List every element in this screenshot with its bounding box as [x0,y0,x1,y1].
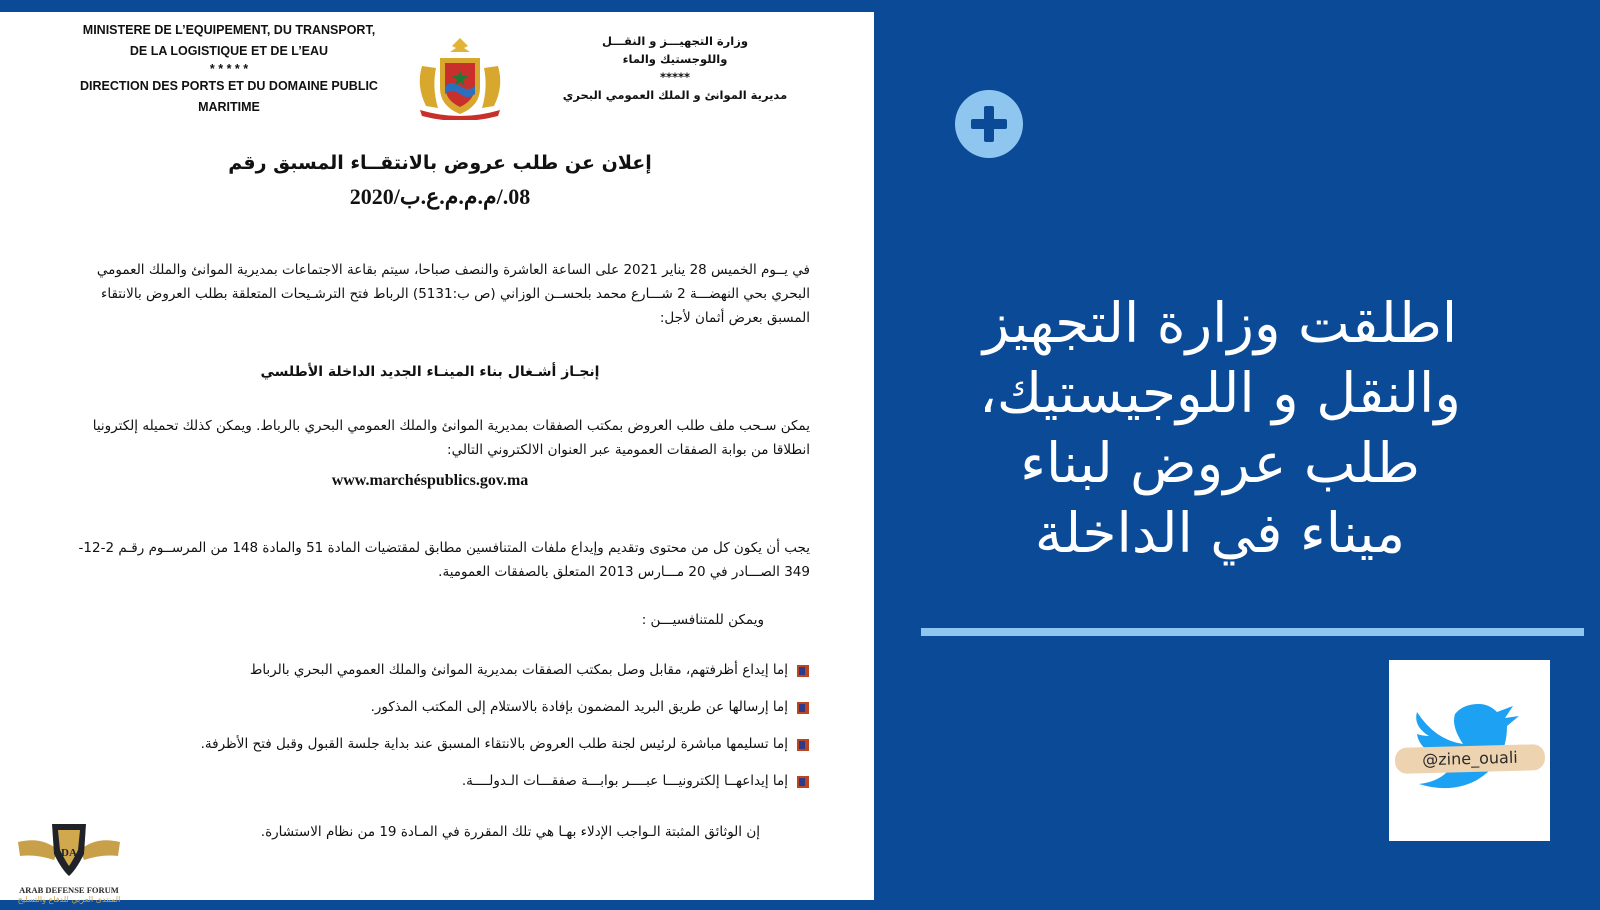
competitors-intro: ويمكن للمتنافسيـــن : [641,612,764,628]
notice-paragraph-opening: في يــوم الخميس 28 يناير 2021 على الساعة العاشرة والنصف صباحا، سيتم بقاعة الاجتماعات بمديرية الموانئ والملك العمومي البحري بحي النهضـــة 2 شـــارع محمد بلحســن الوزاني (ص ب:5131) الرباط فتح الترشـيحات المتعلقة بطلب العروض بالانتقاء المسبق بعرض أثمان لأجل: [96,262,810,326]
list-item-text: إما تسليمها مباشرة لرئيس لجنة طلب العروض بالانتقاء المسبق عند بداية جلسة القبول وقبل فتح الأظرفة. [200,736,788,752]
header-ar-line: ***** [659,70,691,84]
winged-shield-logo-icon [14,820,124,882]
header-arabic [540,32,810,104]
header-fr-line: DIRECTION DES PORTS ET DU DOMAINE PUBLIC [80,79,378,93]
submission-options-list [150,652,810,800]
list-item [150,689,810,726]
list-item-text: إما إيداعهــا إلكترونيـــا عبــــر بوابـــة صفقـــات الـدولــــة. [461,773,788,789]
arrow-bullet-icon [796,738,810,752]
header-french [64,20,394,118]
notice-footer-text: إن الوثائق المثبتة الـواجب الإدلاء بهـا هي تلك المقررة في المـادة 19 من نظام الاستشارة. [260,824,760,840]
header-ar-line: مديرية الموانئ و الملك العمومي البحري [562,88,788,102]
headline-divider [921,628,1584,636]
document-page [0,12,874,904]
header-ar-line: واللوجستيك والماء [622,52,728,66]
moroccan-coat-of-arms-icon [412,36,508,120]
headline-line: والنقل و اللوجيستيك، [979,361,1461,425]
arrow-bullet-icon [796,701,810,715]
list-item [150,652,810,689]
arab-defense-forum-watermark [14,820,124,910]
arrow-bullet-icon [796,664,810,678]
notice-paragraph-requirements: يجب أن يكون كل من محتوى وتقديم وإيداع ملفات المتنافسين مطابق لمقتضيات المادة 51 والمادة 148 من المرســوم رقـم 2-12-349 الصـــادر في 20 مـــارس 2013 المتعلق بالصفقات العمومية. [78,540,810,580]
headline-line: طلب عروض لبناء [1020,431,1420,495]
notice-title-line1: إعلان عن طلب عروض بالانتقــاء المسبق رقم [228,152,652,174]
notice-paragraph-download: يمكن سـحب ملف طلب العروض بمكتب الصفقات بمديرية الموانئ والملك العمومي البحري بالرباط. ويمكن كذلك تحميله إلكترونيا انطلاقا من بوابة الصفقات العمومية عبر العنوان الالكتروني التالي: [92,418,810,458]
header-fr-line: MINISTERE DE L’EQUIPEMENT, DU TRANSPORT, [82,23,376,37]
list-item [150,726,810,763]
watermark-name-ar: المنتدى العربي للدفاع والتسليح [17,895,121,904]
list-item-text: إما إرسالها عن طريق البريد المضمون بإفادة بالاستلام إلى المكتب المذكور. [370,699,788,715]
header-fr-line: MARITIME [198,100,260,114]
headline-line: ميناء في الداخلة [1034,501,1406,565]
header-fr-line: * * * * * [209,62,249,76]
header-fr-line: DE LA LOGISTIQUE ET DE L’EAU [129,44,329,58]
notice-title-line2: 08./م.م.م.ع.ب/2020 [349,184,531,209]
list-item-text: إما إيداع أظرفتهم، مقابل وصل بمكتب الصفقات بمديرية الموانئ والملك العمومي البحري بالرباط [249,662,788,678]
twitter-card[interactable] [1389,660,1550,841]
arrow-bullet-icon [796,775,810,789]
list-item [150,763,810,800]
add-icon [955,90,1023,158]
notice-title [180,146,700,214]
watermark-logo-letters: DA [61,847,77,859]
project-title: إنجـاز أشـغال بناء المينـاء الجديد الداخلة الأطلسي [260,364,600,380]
header-ar-line: وزارة التجهيـــز و النقـــل [601,34,749,48]
tender-portal-url: www.marchéspublics.gov.ma [331,472,529,489]
headline-line: اطلقت وزارة التجهيز [982,291,1458,355]
watermark-name-en: ARAB DEFENSE FORUM [19,885,119,895]
headline [920,288,1520,568]
twitter-handle: @zine_ouali [1395,744,1546,774]
